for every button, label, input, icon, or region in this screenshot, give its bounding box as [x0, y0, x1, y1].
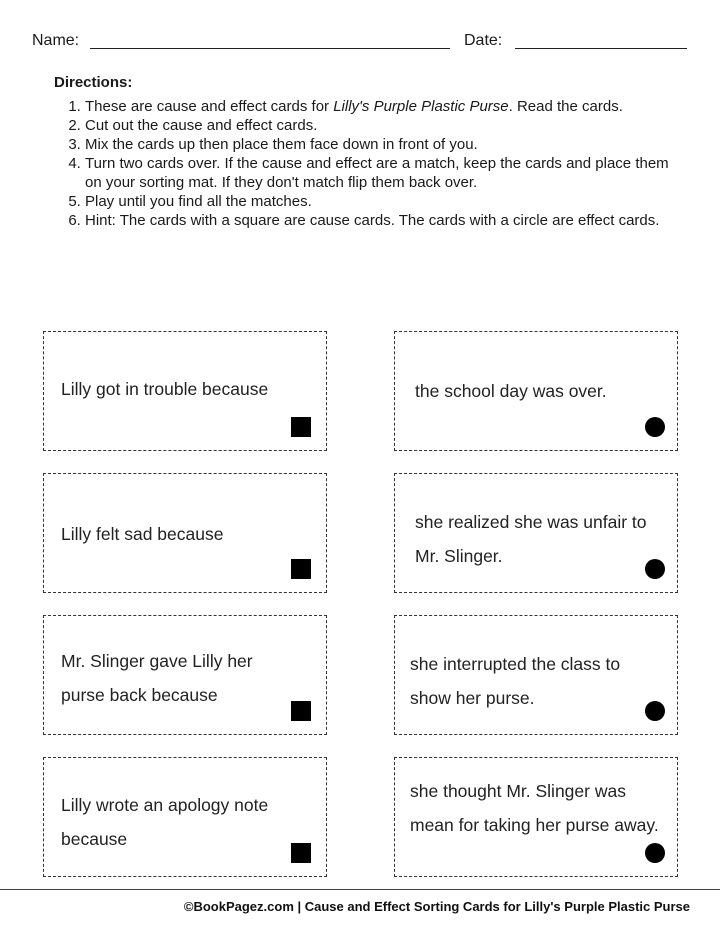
directions-list: [54, 97, 674, 230]
cause-card-text: Lilly felt sad because: [61, 524, 224, 544]
direction-step: [85, 97, 674, 116]
direction-step: 3. Mix the cards up then place them face down in front of you.: [85, 135, 674, 154]
cause-card: [43, 757, 327, 877]
direction-step-text-start: These are cause and effect cards for: [85, 98, 334, 115]
footer-rule: [0, 889, 720, 890]
effect-card-text: she realized she was unfair to Mr. Slinger.: [415, 512, 647, 566]
effect-card-text: the school day was over.: [415, 381, 607, 401]
name-blank-line[interactable]: [90, 48, 450, 49]
direction-step: 4. Turn two cards over. If the cause and effect are a match, keep the cards and place them on your sorting mat. If they don't match flip them back over.: [85, 154, 674, 192]
cause-card-text: Lilly got in trouble because: [61, 379, 269, 399]
cause-card: [43, 331, 327, 451]
direction-step-text-end: . Read the cards.: [508, 98, 623, 115]
effect-card: [394, 331, 678, 451]
effect-card-text: she interrupted the class to show her purse.: [410, 654, 621, 708]
square-icon: [291, 417, 311, 437]
directions-title: Directions:: [54, 74, 133, 91]
effect-card-text: she thought Mr. Slinger was mean for taking her purse away.: [410, 781, 659, 835]
circle-icon: [645, 417, 665, 437]
circle-icon: [645, 701, 665, 721]
cause-card-text: Lilly wrote an apology note because: [61, 795, 269, 849]
directions: [54, 74, 674, 230]
header: [32, 32, 692, 56]
effect-card: [394, 757, 678, 877]
square-icon: [291, 559, 311, 579]
circle-icon: [645, 559, 665, 579]
date-blank-line[interactable]: [515, 48, 687, 49]
direction-step: 6. Hint: The cards with a square are cause cards. The cards with a circle are effect cards.: [85, 211, 674, 230]
footer-credit: ©BookPagez.com | Cause and Effect Sorting Cards for Lilly's Purple Plastic Purse: [183, 899, 690, 914]
cause-card-text: Mr. Slinger gave Lilly her purse back because: [61, 651, 253, 705]
effect-card: [394, 615, 678, 735]
square-icon: [291, 701, 311, 721]
circle-icon: [645, 843, 665, 863]
name-label: Name:: [32, 32, 80, 49]
book-title: Lilly's Purple Plastic Purse: [333, 98, 509, 115]
square-icon: [291, 843, 311, 863]
cause-card: [43, 615, 327, 735]
effect-card: [394, 473, 678, 593]
direction-step: 5. Play until you find all the matches.: [85, 192, 674, 211]
cause-card: [43, 473, 327, 593]
date-label: Date:: [464, 32, 503, 49]
direction-step: 2. Cut out the cause and effect cards.: [85, 116, 674, 135]
